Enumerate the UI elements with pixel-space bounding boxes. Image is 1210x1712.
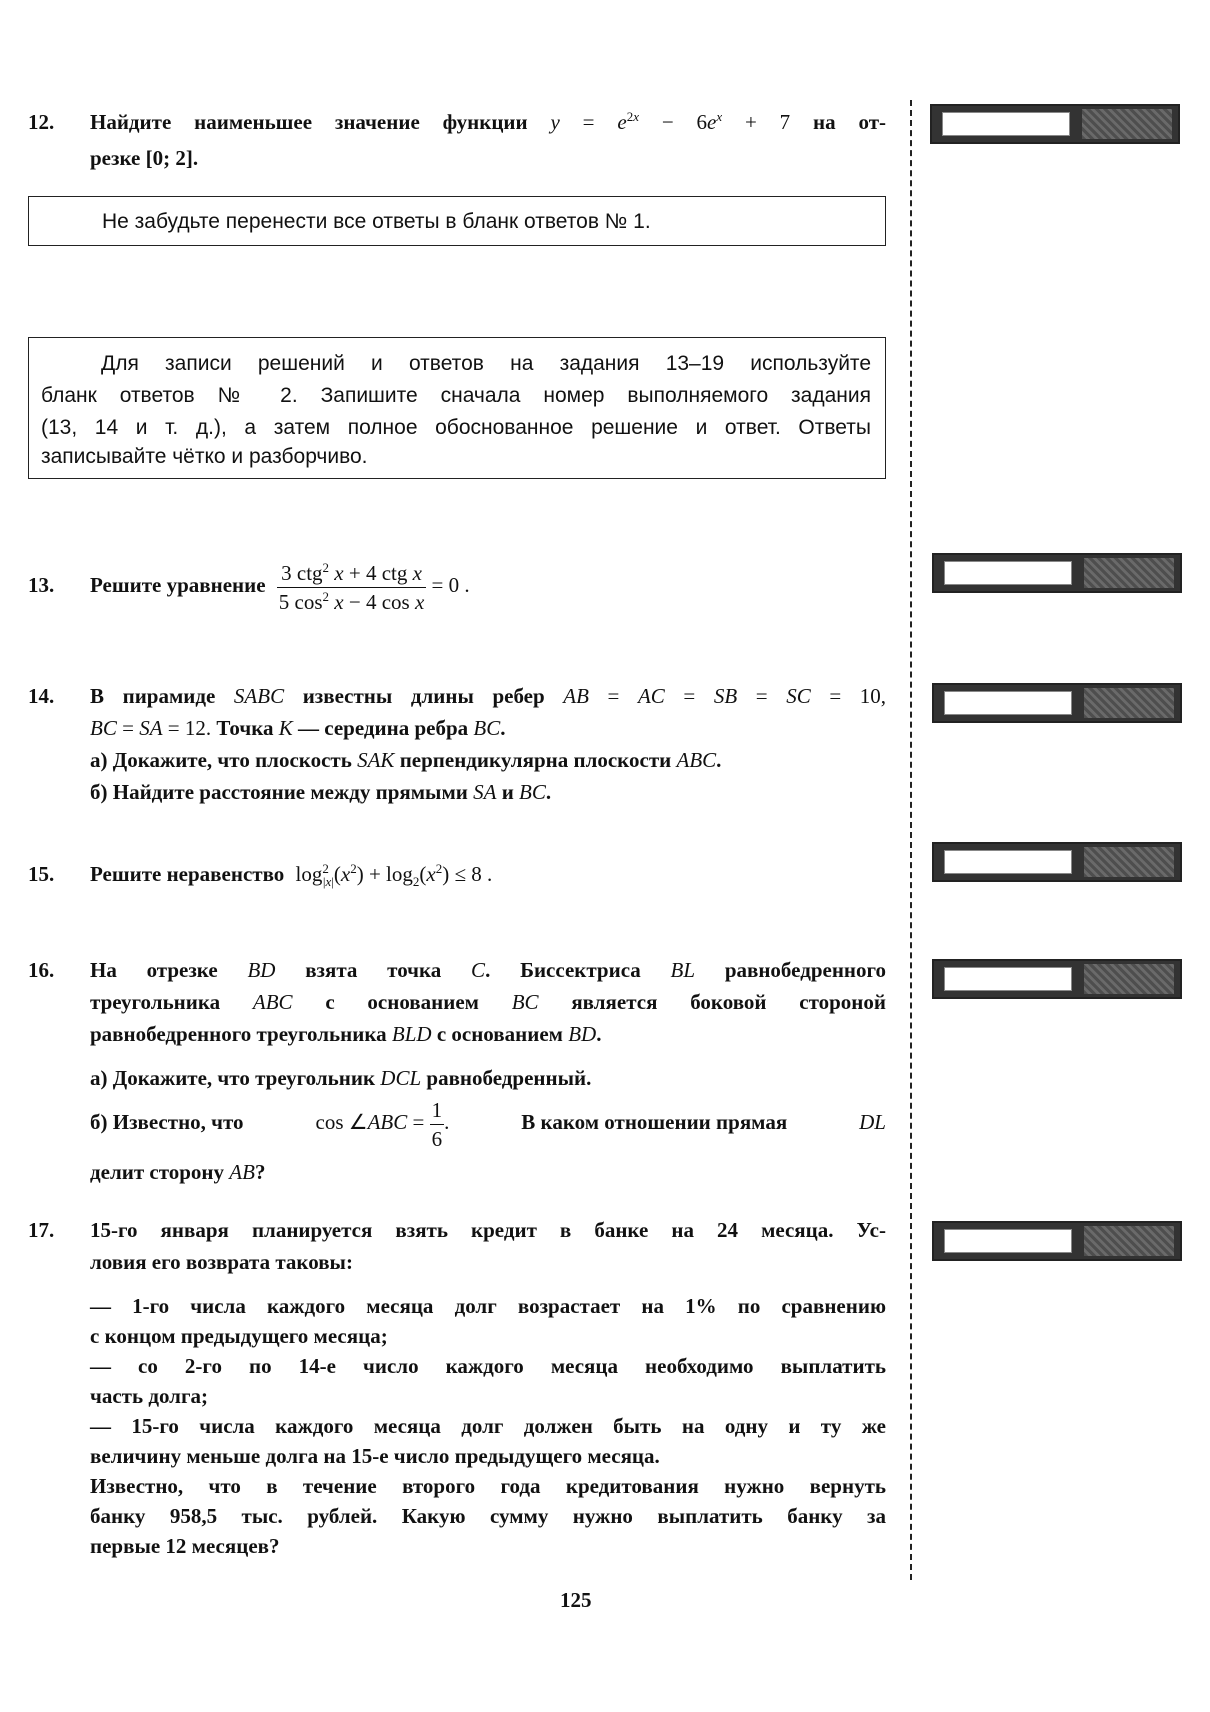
q15-line: Решите неравенство $\log^2_{|x|}(x^2) + \log_2(x^2) \le 8$ . <box>90 861 493 890</box>
q16-line3: равнобедренного треугольника BLD с основанием BD. <box>90 1022 602 1046</box>
answer-box-15 <box>932 842 1182 882</box>
q17-line6: часть долга; <box>90 1384 208 1408</box>
q17-line7: — 15-го числа каждого месяца долг должен быть на одну и ту же <box>90 1414 886 1438</box>
q12-line2: резке [0; 2]. <box>90 146 199 170</box>
q13-equation: $\frac{3 ctg^2 x + 4 ctg x}{5 \cos^2 x - 4 \cos x}$ <box>278 559 425 614</box>
notice-2-line1: Для записи решений и ответов на задания 13–19 используйте <box>101 352 871 375</box>
q17-line8: величину меньше долга на 15-е число предыдущего месяца. <box>90 1444 660 1468</box>
q12-line1: Найдите наименьшее значение функции $y = e^{2x} - 6e^x + 7$ на от- <box>90 109 887 134</box>
q16-line2: треугольника ABC с основанием BC является боковой стороной <box>90 990 887 1014</box>
notice-2-line2: бланк ответов № 2. Запишите сначала номер выполняемого задания <box>41 384 871 407</box>
answer-cell <box>942 112 1070 136</box>
q17-line9: Известно, что в течение второго года кредитования нужно вернуть <box>90 1474 886 1498</box>
q14-line2: BC = SA = 12. Точка K — середина ребра BC. <box>90 716 506 740</box>
notice-2-line4: записывайте чётко и разборчиво. <box>41 445 368 468</box>
notice-2-line3: (13, 14 и т. д.), а затем полное обоснованное решение и ответ. Ответы <box>41 416 871 439</box>
question-number-14: 14. <box>28 684 55 708</box>
answer-cell <box>944 850 1072 874</box>
question-number-15: 15. <box>28 862 55 886</box>
q16-part-a: а) Докажите, что треугольник DCL равнобедренный. <box>90 1066 592 1090</box>
notice-box-2 <box>28 337 886 479</box>
answer-cell <box>944 691 1072 715</box>
q16-part-b: б) Известно, что cos ∠ABC = $\frac{1}{6}$ . В каком отношении прямая DL <box>90 1092 886 1153</box>
answer-cell <box>944 967 1072 991</box>
answer-box-14 <box>932 683 1182 723</box>
notice-box-1 <box>28 196 886 246</box>
q17-line2: ловия его возврата таковы: <box>90 1250 353 1274</box>
q17-line10: банку 958,5 тыс. рублей. Какую сумму нужно выплатить банку за <box>90 1504 886 1528</box>
q15-inequality: $\log^2_{|x|}(x^2) + \log_2(x^2) \le 8$ . <box>295 861 493 890</box>
q14-part-b: б) Найдите расстояние между прямыми SA и BC. <box>90 780 552 804</box>
q13-line: Решите уравнение $\frac{3 ctg^2 x + 4 ctg x}{5 \cos^2 x - 4 \cos x}$ = 0 . <box>90 559 470 614</box>
page-number: 125 <box>560 1588 592 1612</box>
cut-line <box>910 100 912 1580</box>
answer-cell <box>944 1229 1072 1253</box>
q17-line11: первые 12 месяцев? <box>90 1534 280 1558</box>
answer-box-16 <box>932 959 1182 999</box>
q16-cos-value: cos ∠ABC = $\frac{1}{6}$ . <box>315 1097 450 1151</box>
q17-line1: 15-го января планируется взять кредит в банке на 24 месяца. Ус- <box>90 1218 886 1242</box>
answer-box-17 <box>932 1221 1182 1261</box>
question-number-12: 12. <box>28 110 55 134</box>
question-number-16: 16. <box>28 958 55 982</box>
q16-part-b-end: делит сторону AB? <box>90 1160 266 1184</box>
q17-line5: — со 2-го по 14-е число каждого месяца необходимо выплатить <box>90 1354 886 1378</box>
q14-part-a: а) Докажите, что плоскость SAK перпендикулярна плоскости ABC. <box>90 748 722 772</box>
q14-line1: В пирамиде SABC известны длины ребер AB = AC = SB = SC = 10, <box>90 684 886 708</box>
question-number-17: 17. <box>28 1218 55 1242</box>
question-number-13: 13. <box>28 573 55 597</box>
q12-function: $y = e^{2x} - 6e^x + 7$ <box>550 109 791 134</box>
answer-cell <box>944 561 1072 585</box>
answer-box-12 <box>930 104 1180 144</box>
q16-line1: На отрезке BD взята точка C. Биссектриса BL равнобедренного <box>90 958 887 982</box>
answer-box-13 <box>932 553 1182 593</box>
notice-1-text: Не забудьте перенести все ответы в бланк ответов № 1. <box>102 210 651 233</box>
q17-line4: с концом предыдущего месяца; <box>90 1324 388 1348</box>
q17-line3: — 1-го числа каждого месяца долг возрастает на 1% по сравнению <box>90 1294 886 1318</box>
